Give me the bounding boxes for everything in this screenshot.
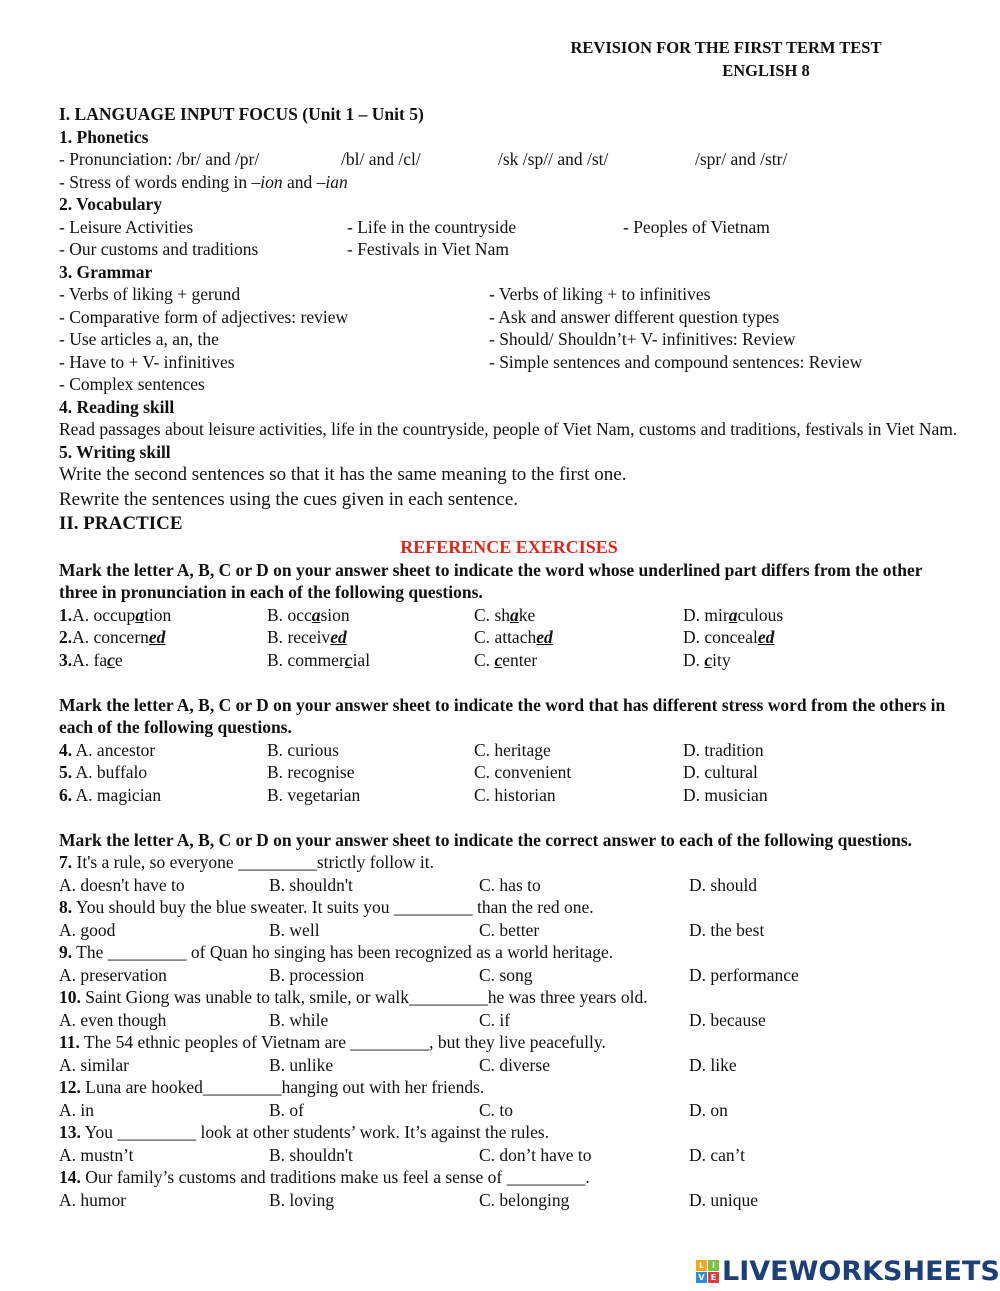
option-text: B. recognise: [267, 762, 355, 782]
option-text: commer: [287, 649, 345, 670]
answer-options: [59, 874, 959, 897]
option-text: D. musician: [683, 784, 768, 805]
answer-option: [267, 649, 370, 672]
underlined-part: a: [311, 604, 321, 625]
option-text: C. heritage: [474, 739, 551, 760]
column-item: - Use articles a, an, the: [59, 329, 219, 349]
answer-options: [59, 1009, 959, 1032]
question-text: [59, 1166, 959, 1189]
answer-option: [59, 739, 155, 762]
logo-letter-tile: V: [696, 1272, 707, 1283]
section-heading: II. PRACTICE: [59, 513, 183, 534]
question-stem: It's a rule, so everyone _________strictly follow it.: [72, 852, 434, 872]
column-item: - Simple sentences and compound sentences: Review: [489, 351, 863, 372]
underlined-part: a: [728, 604, 738, 625]
option-text: enter: [502, 649, 538, 670]
question-number: 2.: [59, 627, 73, 647]
option-text: A. magician: [75, 784, 162, 805]
answer-option: [683, 761, 758, 784]
question-number: 10.: [59, 987, 81, 1007]
option-text: D. cultural: [683, 762, 758, 782]
answer-option: D. because: [689, 1009, 766, 1030]
option-text: tion: [144, 604, 172, 625]
option-text: A. buffalo: [75, 762, 148, 782]
logo-live-icon: [696, 1260, 719, 1283]
answer-option: B. shouldn't: [269, 1144, 353, 1165]
option-label: B.: [267, 604, 288, 625]
text-line: Rewrite the sentences using the cues given in each sentence.: [59, 488, 518, 510]
column-item: - Our customs and traditions: [59, 239, 259, 259]
question-stem: You _________ look at other students’ work. It’s against the rules.: [80, 1122, 550, 1142]
option-text: culous: [737, 604, 784, 625]
option-text: B. curious: [267, 739, 339, 760]
section-heading: I. LANGUAGE INPUT FOCUS (Unit 1 – Unit 5): [59, 104, 424, 124]
underlined-part: ed: [148, 627, 166, 647]
answer-option: C. has to: [479, 874, 541, 895]
answer-option: [59, 761, 147, 784]
question-number: 8.: [59, 897, 73, 917]
column-item: - Should/ Shouldn’t+ V- infinitives: Review: [489, 329, 796, 349]
answer-option: [474, 604, 535, 627]
answer-option: D. should: [689, 874, 758, 895]
question-text: [59, 1121, 959, 1144]
answer-option: A. similar: [59, 1054, 129, 1075]
question-row: [59, 649, 959, 672]
question-text: [59, 1031, 959, 1054]
option-text: e: [114, 649, 123, 670]
answer-option: C. better: [479, 919, 540, 940]
answer-option: C. don’t have to: [479, 1144, 592, 1165]
option-text: ity: [712, 649, 731, 670]
answer-option: [267, 761, 354, 784]
option-label: D.: [683, 627, 705, 647]
question-stem: Luna are hooked_________hanging out with her friends.: [80, 1077, 485, 1097]
column-item: - Verbs of liking + gerund: [59, 284, 241, 304]
answer-option: [59, 626, 165, 649]
paragraph: Read passages about leisure activities, life in the countryside, people of Viet Nam, customs and traditions, festivals in Viet Nam.: [59, 419, 958, 439]
answer-option: [267, 604, 350, 627]
answer-option: [59, 649, 123, 672]
column-item: - Comparative form of adjectives: review: [59, 306, 349, 327]
question-row: [59, 784, 959, 807]
option-text: sion: [320, 604, 350, 625]
column-item: - Verbs of liking + to infinitives: [489, 284, 711, 304]
answer-option: A. in: [59, 1099, 94, 1120]
answer-options: [59, 919, 959, 942]
answer-option: [683, 784, 768, 807]
answer-options: [59, 1054, 959, 1077]
question-number: 13.: [59, 1122, 81, 1142]
option-label: B.: [267, 649, 288, 670]
answer-option: B. loving: [269, 1189, 335, 1210]
answer-option: B. well: [269, 919, 320, 940]
question-row: [59, 739, 959, 762]
answer-option: A. good: [59, 919, 116, 940]
worksheet-body: [59, 103, 959, 1211]
text-line: Write the second sentences so that it has the same meaning to the first one.: [59, 464, 627, 485]
question-number: 6.: [59, 784, 73, 805]
underlined-part: c: [494, 649, 503, 670]
option-text: mir: [704, 604, 729, 625]
exercises-heading: REFERENCE EXERCISES: [400, 537, 618, 557]
option-label: A.: [72, 604, 94, 625]
section-heading: 5. Writing skill: [59, 441, 171, 462]
answer-option: A. preservation: [59, 964, 167, 985]
answer-option: D. like: [689, 1054, 737, 1075]
question-row: [59, 761, 959, 784]
answer-option: C. song: [479, 964, 533, 985]
question-stem: The _________ of Quan ho singing has been recognized as a world heritage.: [72, 942, 614, 962]
answer-option: D. can’t: [689, 1144, 746, 1165]
question-number: 4.: [59, 739, 73, 760]
document-subtitle: ENGLISH 8: [722, 61, 810, 80]
column-item: - Leisure Activities: [59, 216, 194, 237]
answer-option: [267, 739, 339, 762]
question-number: 7.: [59, 852, 73, 872]
underlined-part: a: [510, 604, 519, 625]
column-item: - Life in the countryside: [347, 216, 517, 237]
question-text: [59, 1076, 959, 1099]
section-heading: 1. Phonetics: [59, 126, 149, 147]
question-number: 12.: [59, 1077, 81, 1097]
underlined-part: ed: [536, 627, 553, 647]
answer-option: C. belonging: [479, 1189, 570, 1210]
column-row: [59, 351, 959, 374]
underlined-part: c: [107, 649, 115, 670]
option-text: C. historian: [474, 784, 556, 805]
document-title: REVISION FOR THE FIRST TERM TEST: [570, 38, 882, 57]
spacer: [59, 671, 959, 694]
option-label: A.: [72, 649, 94, 670]
option-text: fa: [93, 649, 108, 670]
answer-option: C. to: [479, 1099, 514, 1120]
logo-text: LIVEWORKSHEETS: [722, 1256, 1000, 1287]
question-number: 1.: [59, 604, 73, 625]
option-text: ial: [352, 649, 371, 670]
answer-option: A. mustn’t: [59, 1144, 134, 1165]
column-item: - Have to + V- infinitives: [59, 351, 235, 372]
text-line: [59, 171, 959, 194]
option-label: C.: [474, 627, 495, 647]
option-text: D. tradition: [683, 739, 764, 760]
answer-option: [683, 626, 774, 649]
option-text: attach: [494, 627, 537, 647]
answer-option: [474, 761, 571, 784]
question-number: 3.: [59, 649, 73, 670]
exercise-instruction: Mark the letter A, B, C or D on your answer sheet to indicate the word that has different stress word from the others in each of the following questions.: [59, 694, 946, 737]
answer-options: [59, 1144, 959, 1167]
option-label: A.: [72, 627, 94, 647]
question-stem: You should buy the blue sweater. It suits you _________ than the red one.: [72, 897, 594, 917]
question-text: [59, 941, 959, 964]
column-item: - Festivals in Viet Nam: [347, 239, 509, 259]
option-text: sh: [494, 604, 510, 625]
section-heading: 4. Reading skill: [59, 396, 175, 417]
question-stem: The 54 ethnic peoples of Vietnam are _________, but they live peacefully.: [79, 1032, 606, 1052]
column-item: - Pronunciation: /br/ and /pr/: [59, 149, 260, 169]
option-text: A. ancestor: [75, 739, 156, 760]
column-row: [59, 238, 959, 261]
answer-option: A. humor: [59, 1189, 127, 1210]
column-row: [59, 283, 959, 306]
underlined-part: c: [704, 649, 713, 670]
option-text: concern: [93, 627, 149, 647]
answer-option: [267, 784, 360, 807]
option-text: occ: [287, 604, 312, 625]
question-number: 9.: [59, 942, 73, 962]
answer-option: A. even though: [59, 1009, 167, 1030]
option-label: D.: [683, 649, 705, 670]
text: - Stress of words ending in: [59, 171, 252, 192]
option-label: D.: [683, 604, 705, 625]
option-text: occup: [93, 604, 136, 625]
answer-option: [474, 649, 537, 672]
answer-option: [59, 784, 161, 807]
question-row: [59, 604, 959, 627]
answer-option: A. doesn't have to: [59, 874, 185, 895]
text-italic: –ion: [251, 171, 283, 192]
answer-option: C. diverse: [479, 1054, 550, 1075]
logo-letter-tile: I: [708, 1260, 719, 1271]
column-item: /sk /sp// and /st/: [498, 149, 609, 169]
question-text: [59, 986, 959, 1009]
column-item: - Peoples of Vietnam: [623, 216, 770, 237]
logo-letter-tile: L: [696, 1260, 707, 1271]
option-text: C. convenient: [474, 762, 572, 782]
answer-option: B. while: [269, 1009, 329, 1030]
answer-options: [59, 1099, 959, 1122]
question-number: 14.: [59, 1167, 81, 1187]
text: and: [282, 171, 317, 192]
question-row: [59, 626, 959, 649]
column-item: - Ask and answer different question types: [489, 306, 780, 327]
section-heading: 2. Vocabulary: [59, 194, 163, 214]
liveworksheets-logo: [696, 1256, 1000, 1287]
underlined-part: ed: [757, 627, 775, 647]
answer-option: B. of: [269, 1099, 304, 1120]
question-stem: Our family’s customs and traditions make us feel a sense of _________.: [80, 1167, 590, 1187]
exercise-instruction: Mark the letter A, B, C or D on your answer sheet to indicate the word whose underlined part differs from the other three in pronunciation in each of the following questions.: [59, 559, 923, 602]
underlined-part: ed: [330, 627, 347, 647]
option-text: ke: [518, 604, 536, 625]
answer-option: [474, 784, 556, 807]
answer-option: B. procession: [269, 964, 365, 985]
answer-option: D. unique: [689, 1189, 759, 1210]
text-line: - Complex sentences: [59, 374, 205, 394]
column-row: [59, 306, 959, 329]
column-row: [59, 328, 959, 351]
answer-option: D. on: [689, 1099, 728, 1120]
option-label: C.: [474, 604, 495, 625]
option-text: conceal: [704, 627, 758, 647]
question-text: [59, 896, 959, 919]
question-text: [59, 851, 959, 874]
answer-option: B. shouldn't: [269, 874, 353, 895]
answer-option: [267, 626, 347, 649]
answer-option: D. the best: [689, 919, 765, 940]
exercise-instruction: Mark the letter A, B, C or D on your answer sheet to indicate the correct answer to each of the following questions.: [59, 829, 913, 850]
answer-options: [59, 1189, 959, 1212]
text-italic: –ian: [316, 171, 348, 192]
answer-option: C. if: [479, 1009, 511, 1030]
answer-options: [59, 964, 959, 987]
column-row: [59, 148, 959, 171]
option-text: receiv: [287, 627, 331, 647]
question-number: 11.: [59, 1032, 80, 1052]
answer-option: D. performance: [689, 964, 799, 985]
answer-option: [683, 649, 731, 672]
question-stem: Saint Giong was unable to talk, smile, or walk_________he was three years old.: [80, 987, 648, 1007]
underlined-part: a: [135, 604, 145, 625]
option-text: B. vegetarian: [267, 784, 361, 805]
answer-option: [474, 739, 551, 762]
option-label: B.: [267, 627, 288, 647]
section-heading: 3. Grammar: [59, 261, 153, 282]
spacer: [59, 806, 959, 829]
answer-option: B. unlike: [269, 1054, 334, 1075]
option-label: C.: [474, 649, 495, 670]
answer-option: [683, 604, 783, 627]
column-item: /spr/ and /str/: [695, 149, 788, 169]
column-item: /bl/ and /cl/: [341, 149, 421, 169]
answer-option: [59, 604, 171, 627]
answer-option: [474, 626, 553, 649]
underlined-part: c: [344, 649, 353, 670]
column-row: [59, 216, 959, 239]
question-number: 5.: [59, 762, 73, 782]
logo-letter-tile: E: [708, 1272, 719, 1283]
answer-option: [683, 739, 764, 762]
